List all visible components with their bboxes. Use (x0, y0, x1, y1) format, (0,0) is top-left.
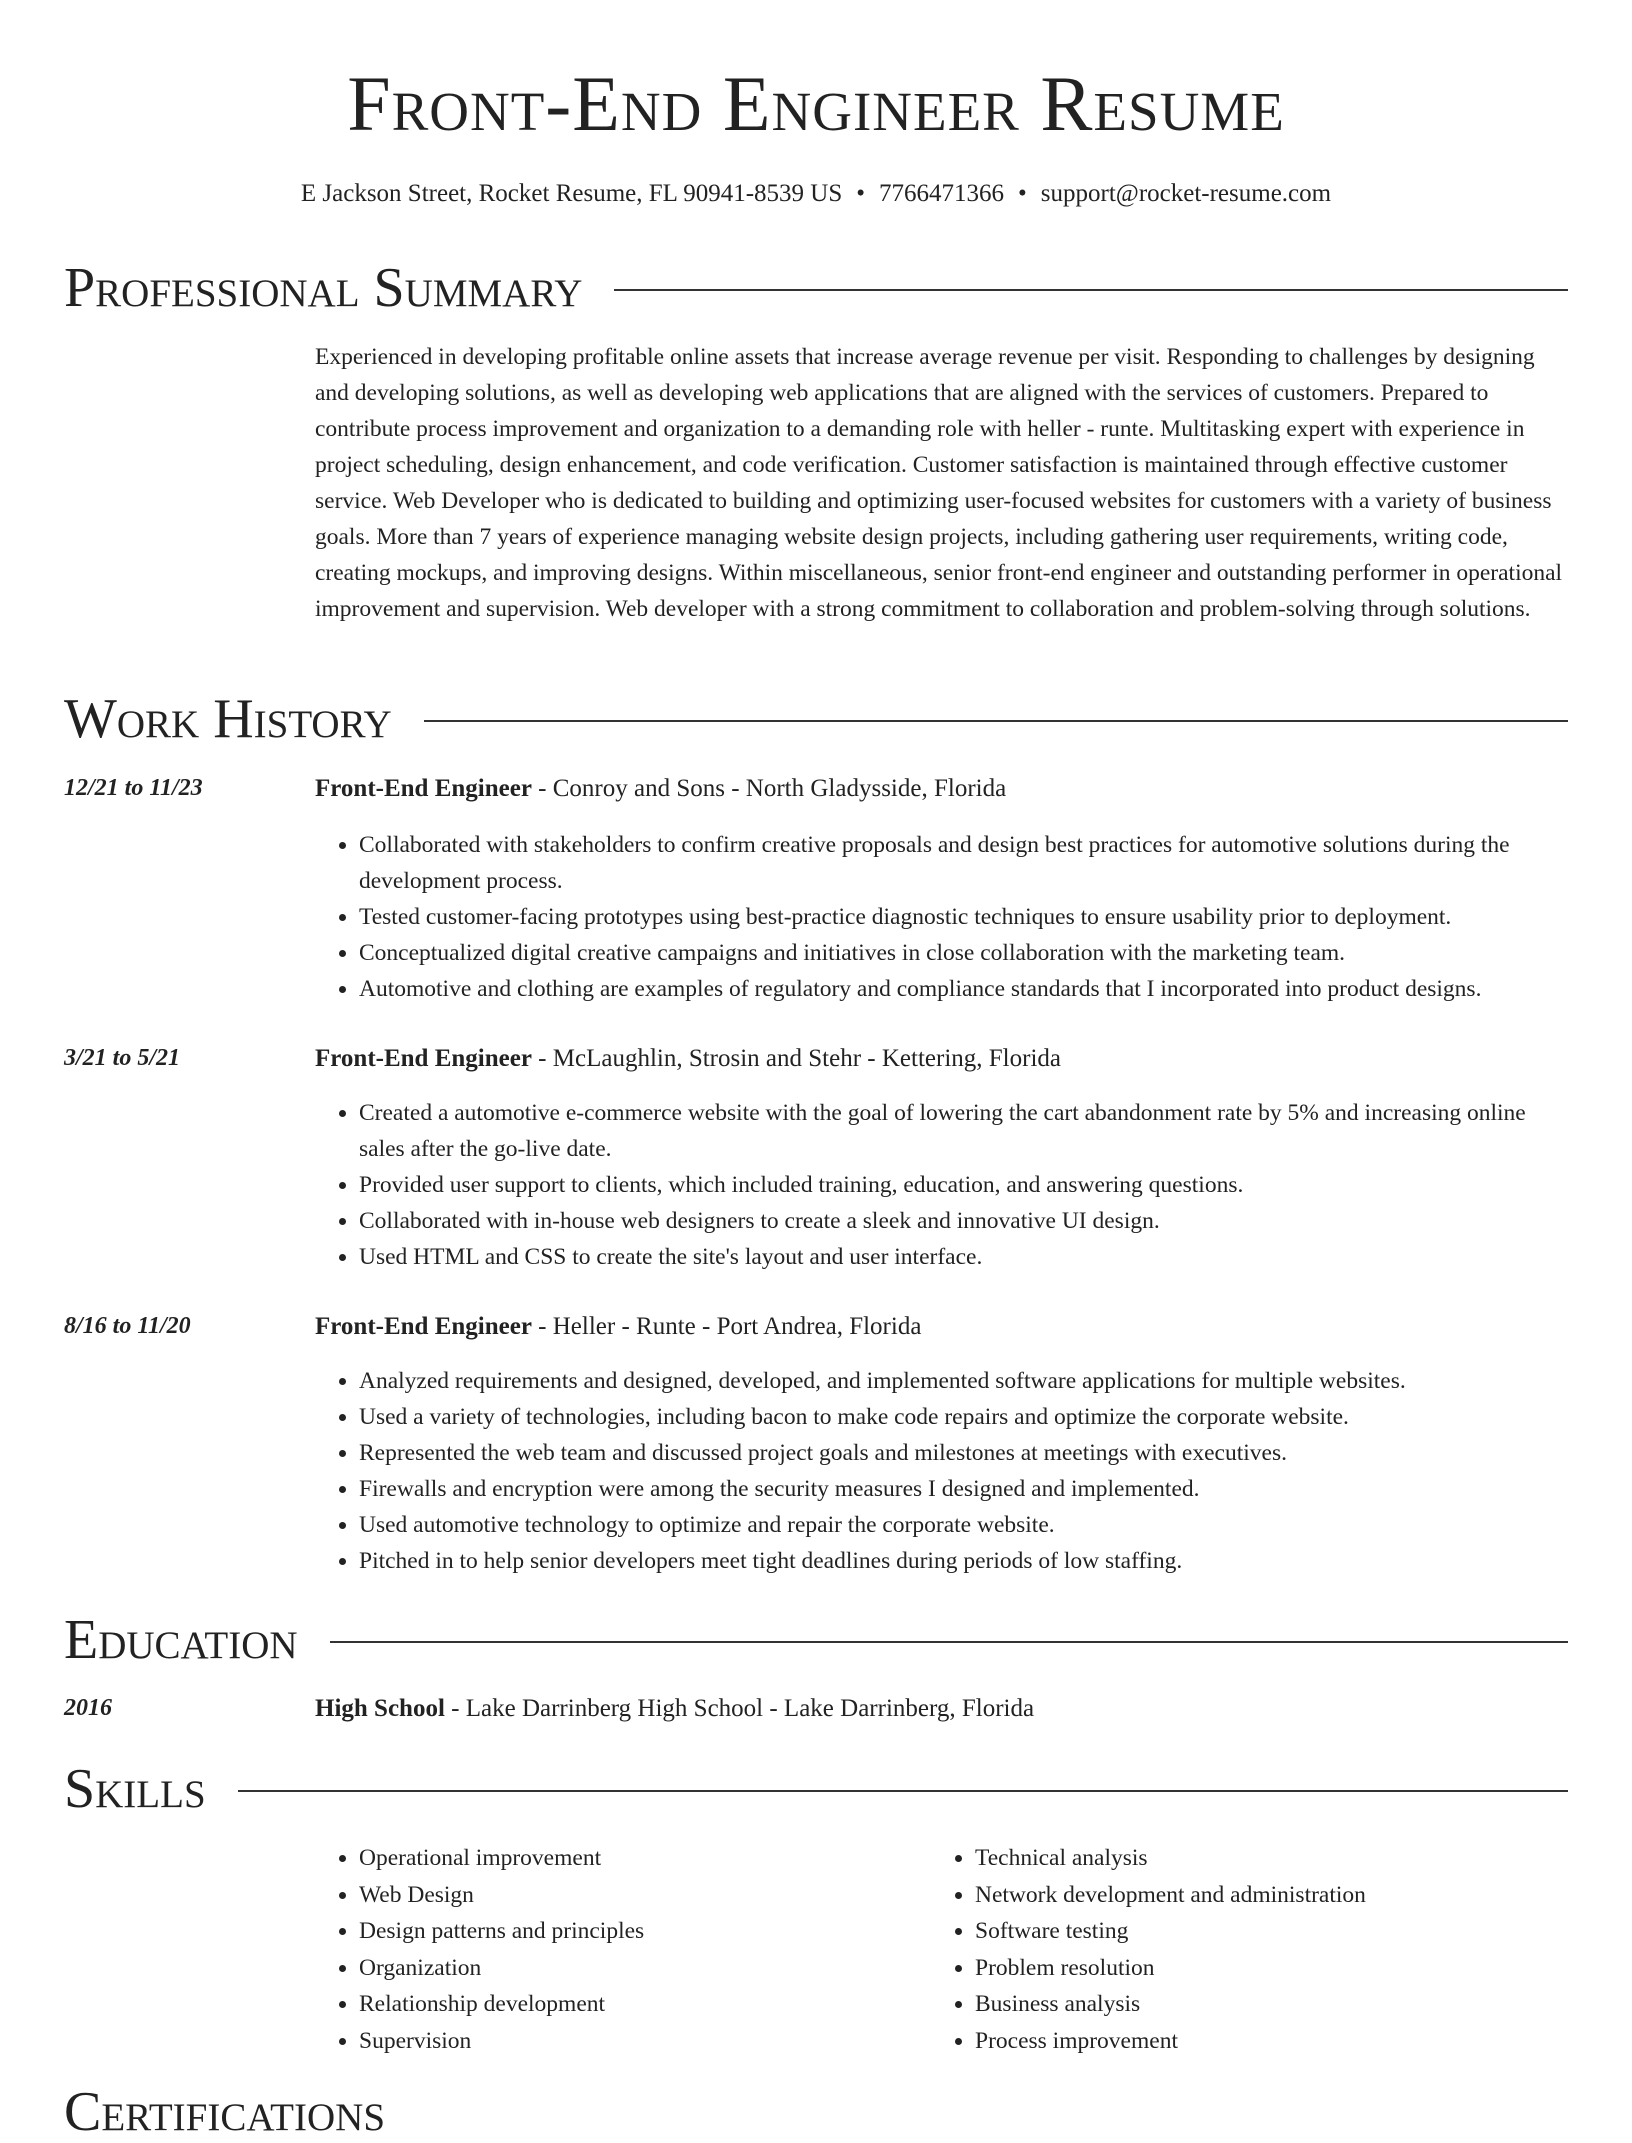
job-heading (315, 775, 1006, 803)
list-item: • Collaborated with in-house web designers to create a sleek and innovative UI design. (359, 1203, 1568, 1239)
skill-item: • Software testing (975, 1913, 1366, 1950)
job-bullets (315, 827, 1568, 1007)
job-title: Front-End Engineer (315, 775, 532, 802)
skills-section-heading (64, 1759, 1568, 1819)
education-details: - Lake Darrinberg High School - Lake Darrinberg, Florida (444, 1695, 1035, 1722)
skill-item: • Network development and administration (975, 1877, 1366, 1914)
job-title: Front-End Engineer (315, 1313, 532, 1340)
section-title: Certifications (64, 2081, 386, 2143)
job-bullets (315, 1363, 1568, 1579)
list-item: • Conceptualized digital creative campaigns and initiatives in close collaboration with the marketing team. (359, 935, 1568, 971)
phone: 7766471366 (879, 180, 1005, 207)
skill-item: • Business analysis (975, 1986, 1366, 2023)
list-item: • Created a automotive e-commerce website with the goal of lowering the cart abandonment rate by 5% and increasing online sales after the go-live date. (359, 1095, 1568, 1167)
list-item: • Automotive and clothing are examples of regulatory and compliance standards that I incorporated into product designs. (359, 971, 1568, 1007)
summary-section-heading (64, 258, 1568, 318)
section-title: Work History (64, 688, 392, 750)
list-item: • Pitched in to help senior developers meet tight deadlines during periods of low staffing. (359, 1543, 1568, 1579)
work-section-heading (64, 689, 1568, 749)
job-title: Front-End Engineer (315, 1045, 532, 1072)
job-heading (315, 1313, 921, 1341)
section-divider (330, 1641, 1568, 1643)
email: support@rocket-resume.com (1040, 180, 1332, 207)
list-item: • Firewalls and encryption were among the security measures I designed and implemented. (359, 1471, 1568, 1507)
job-heading (315, 1045, 1061, 1073)
list-item: • Collaborated with stakeholders to confirm creative proposals and design best practices for automotive solutions during the development process. (359, 827, 1568, 899)
skill-item: • Operational improvement (359, 1840, 644, 1877)
address: E Jackson Street, Rocket Resume, FL 90941-8539 US (300, 180, 843, 207)
contact-line (0, 180, 1632, 208)
skill-item: • Problem resolution (975, 1950, 1366, 1987)
list-item: • Analyzed requirements and designed, developed, and implemented software applications for multiple websites. (359, 1363, 1568, 1399)
section-title: Education (64, 1609, 298, 1671)
certifications-section-heading (64, 2082, 1568, 2142)
job-bullets (315, 1095, 1568, 1275)
section-divider (424, 720, 1568, 722)
list-item: • Used automotive technology to optimize and repair the corporate website. (359, 1507, 1568, 1543)
skill-item: • Relationship development (359, 1986, 644, 2023)
skill-item: • Supervision (359, 2023, 644, 2060)
separator: • (856, 180, 866, 207)
section-title: Skills (64, 1758, 206, 1820)
skill-item: • Organization (359, 1950, 644, 1987)
summary-text: Experienced in developing profitable online assets that increase average revenue per visit. Responding to challenges by designing and developing solutions, as well as developing web applications that are aligned with the services of customers. Prepared to contribute process improvement and organization to a demanding role with heller - runte. Multitasking expert with experience in project scheduling, design enhancement, and code verification. Customer satisfaction is maintained through effective customer service. Web Developer who is dedicated to building and optimizing user-focused websites for customers with a variety of business goals. More than 7 years of experience managing website design projects, including gathering user requirements, writing code, creating mockups, and improving designs. Within miscellaneous, senior front-end engineer and outstanding performer in operational improvement and supervision. Web developer with a strong commitment to collaboration and problem-solving through solutions. (315, 344, 1563, 622)
job-details: - McLaughlin, Strosin and Stehr - Kettering, Florida (531, 1045, 1061, 1072)
job-dates: 3/21 to 5/21 (64, 1045, 181, 1071)
education-year: 2016 (64, 1695, 112, 1721)
section-title: Professional Summary (64, 257, 583, 319)
list-item: • Used HTML and CSS to create the site's layout and user interface. (359, 1239, 1568, 1275)
list-item: • Provided user support to clients, which included training, education, and answering questions. (359, 1167, 1568, 1203)
skill-item: • Design patterns and principles (359, 1913, 644, 1950)
education-heading (315, 1695, 1034, 1723)
separator: • (1018, 180, 1027, 207)
section-divider (238, 1790, 1568, 1792)
section-divider (614, 289, 1568, 291)
job-details: - Heller - Runte - Port Andrea, Florida (531, 1313, 922, 1340)
list-item: • Represented the web team and discussed project goals and milestones at meetings with executives. (359, 1435, 1568, 1471)
education-section-heading (64, 1610, 1568, 1670)
skill-item: • Process improvement (975, 2023, 1366, 2060)
skills-list-right (931, 1840, 1366, 2059)
job-details: - Conroy and Sons - North Gladysside, Florida (531, 775, 1007, 802)
resume-title: Front-End Engineer Resume (347, 60, 1285, 147)
list-item: • Tested customer-facing prototypes using best-practice diagnostic techniques to ensure usability prior to deployment. (359, 899, 1568, 935)
skill-item: • Technical analysis (975, 1840, 1366, 1877)
job-dates: 8/16 to 11/20 (64, 1313, 191, 1339)
skill-item: • Web Design (359, 1877, 644, 1914)
skills-list-left (315, 1840, 644, 2059)
list-item: • Used a variety of technologies, including bacon to make code repairs and optimize the corporate website. (359, 1399, 1568, 1435)
degree: High School (315, 1695, 445, 1722)
job-dates: 12/21 to 11/23 (64, 775, 203, 801)
